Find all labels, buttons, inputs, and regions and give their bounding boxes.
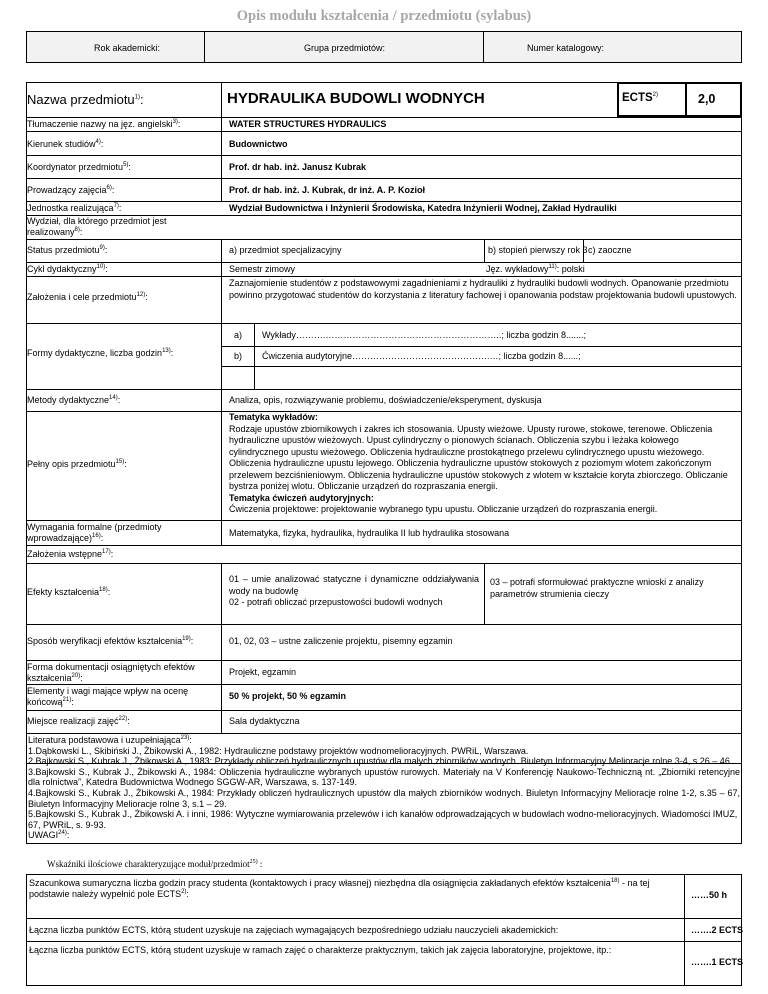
opis-value <box>229 412 739 516</box>
metody-label: Metody dydaktyczne$^{14)}$: <box>27 395 121 405</box>
zalozenia-label: Założenia i cele przedmiotu$^{12)}$: <box>27 292 148 302</box>
literature-box <box>26 733 742 844</box>
elementy-value: 50 % projekt, 50 % egzamin <box>229 691 347 701</box>
prowadzacy-label: Prowadzący zajęcia$^{6)}$: <box>27 185 115 195</box>
course-name-value: HYDRAULIKA BUDOWLI WODNYCH <box>227 90 485 107</box>
miejsce-label: Miejsce realizacji zajęć$^{22)}$: <box>27 716 130 726</box>
efekty-left: 01 – umie analizować statyczne i dynamiczne oddziaływania wody na budowlę 02 - potrafi obliczać przepustowości budowli wodnych <box>229 574 479 607</box>
status-a: a) przedmiot specjalizacyjny <box>229 245 342 255</box>
kierunek-value: Budownictwo <box>229 139 288 149</box>
course-name-label: Nazwa przedmiotu$^{1)}$: <box>27 92 144 107</box>
opis-lecture-heading: Tematyka wykładów: <box>229 412 318 422</box>
opis-exercise-text: Ćwiczenia projektowe: projektowanie wybranego typu upustu. Obliczanie urządzeń do rozpraszania energii. <box>229 504 658 514</box>
literature-item: 4.Bajkowski S., Kubrak J., Żbikowski A., 1984: Przykłady obliczeń hydraulicznych upustów dla małych zbiorników wodnych. Biuletyn Informacyjny Melioracje rolne 1-2, s.35 – 67, Biuletyn Informacyjny Melioracje rolne 3, s.1 – 29. <box>28 787 740 809</box>
opis-lecture-text: Rodzaje upustów zbiornikowych i zakres ich stosowania. Upusty wieżowe. Upusty rurowe, stokowe, terenowe. Obliczenia hydrauliczne upustów wieżowych. Upust cylindryczny o pionowych ścianach. Obliczenia szybu i leżaka kołowego cylindrycznego upustu wieżowego. Obliczenia hydrauliczne prostokątnego przelewu cylindrycznego upustu wieżowego. Obliczenia hydrauliczne upustu lejowego. Obliczenia hydrauliczne upustów stokowych z poziomym wlotem zakończonym przelewem bezciśnieniowym. Obliczenia hydrauliczne upustów stokowych z wlotem w kształcie koryta zbiorczego. Obliczanie bystrza poniżej wlotu. Obliczanie urządzeń do rozpraszania energii. <box>229 423 728 491</box>
formy-a-letter: a) <box>234 330 243 340</box>
formy-a-text: Wykłady……….…………………………………………………..; liczba godzin 8.......; <box>262 330 586 340</box>
indicator-row-hours: Szacunkowa sumaryczna liczba godzin pracy studenta (kontaktowych i pracy własnej) niezbędna dla osiągnięcia zakładanych efektów kształcenia$^{18)}$ - na tej podstawie należy wypełnić pole ECTS$^{2)}$: <box>29 878 650 899</box>
translation-label: Tłumaczenie nazwy na jęz. angielski$^{3)}$: <box>27 119 181 129</box>
status-label: Status przedmiotu$^{9)}$: <box>27 245 108 255</box>
weryfikacja-value: 01, 02, 03 – ustne zaliczenie projektu, pisemny egzamin <box>229 636 453 646</box>
opis-label: Pełny opis przedmiotu$^{15)}$: <box>27 459 127 469</box>
catalog-number-label: Numer katalogowy: <box>527 43 605 53</box>
koordynator-label: Koordynator przedmiotu$^{5)}$: <box>27 162 131 172</box>
metody-value: Analiza, opis, rozwiązywanie problemu, doświadczenie/eksperyment, dyskusja <box>229 395 542 405</box>
indicators-title: Wskaźniki ilościowe charakteryzujące moduł/przedmiot$^{25)}$ : <box>47 859 263 869</box>
indicator-ects-direct-value: …….2 ECTS <box>691 925 744 935</box>
literature-heading: Literatura podstawowa i uzupełniająca$^{23)}$: <box>28 735 192 745</box>
prowadzacy-value: Prof. dr hab. inż. J. Kubrak, dr inż. A. P. Kozioł <box>229 185 426 195</box>
formy-label: Formy dydaktyczne, liczba godzin$^{13)}$: <box>27 348 174 358</box>
efekty-right: 03 – potrafi sformułować praktyczne wnioski z analizy parametrów strumienia cieczy <box>490 577 704 599</box>
literature-item: 3.Bajkowski S., Kubrak J., Żbikowski A., 1984: Obliczenia hydrauliczne wybranych upustów rurowych. Materiały na V Konferencję Naukowo-Techniczną nt. „Zbiorniki retencyjne dla rolnictwa”, Katedra Budownictwa Wodnego SGGW-AR, Warszawa, s. 137-149. <box>28 766 740 788</box>
wymagania-value: Matematyka, fizyka, hydraulika, hydraulika II lub hydraulika stosowana <box>229 528 510 538</box>
literature-item: 5.Bajkowski S., Kubrak J., Żbikowski A. i inni, 1986: Wytyczne wymiarowania przelewów i ich kanałów odprowadzających w budowlach wodno-melioracyjnych. Wiadomości IMUZ, 67, PWRiL, s. 9-93. <box>28 809 738 830</box>
jednostka-label: Jednostka realizująca$^{7)}$: <box>27 203 122 213</box>
wymagania-label: Wymagania formalne (przedmioty wprowadzające)$^{16)}$: <box>27 522 162 543</box>
formy-b-text: Ćwiczenia audytoryjne……………………………………….…; liczba godzin 8......; <box>262 351 581 361</box>
forma-label: Forma dokumentacji osiągniętych efektów kształcenia$^{20)}$: <box>27 662 195 683</box>
elementy-label: Elementy i wagi mające wpływ na ocenę końcową$^{21)}$: <box>27 686 189 707</box>
indicator-row-ects-practical: Łączna liczba punktów ECTS, którą student uzyskuje w ramach zajęć o charakterze praktycznym, takich jak zajęcia laboratoryjne, projektowe, itp.: <box>29 945 612 955</box>
status-c: c) zaoczne <box>588 245 632 255</box>
kierunek-label: Kierunek studiów$^{4)}$: <box>27 139 104 149</box>
formy-b-letter: b) <box>234 351 243 361</box>
literature-item: 2.Bajkowski S., Kubrak J., Żbikowski A., 1983: Przykłady obliczeń hydraulicznych upustów dla małych zbiorników wodnych. Biuletyn Informacyjny Melioracje rolne 3-4, s.26 – 46. <box>28 756 733 767</box>
indicator-ects-practical-value: …….1 ECTS <box>691 957 744 967</box>
translation-value: WATER STRUCTURES HYDRAULICS <box>229 119 387 129</box>
indicator-row-ects-direct: Łączna liczba punktów ECTS, którą student uzyskuje na zajęciach wymagających bezpośredniego udziału nauczycieli akademickich: <box>29 925 559 935</box>
jezyk-label: Jęz. wykładowy$^{11)}$: polski <box>486 264 585 274</box>
cykl-value: Semestr zimowy <box>229 264 296 274</box>
jednostka-value: Wydział Budownictwa i Inżynierii Środowiska, Katedra Inżynierii Wodnej, Zakład Hydrauliki <box>229 203 617 213</box>
wydzial-label: Wydział, dla którego przedmiot jest realizowany$^{8)}$: <box>27 216 167 237</box>
indicator-hours-value: ……50 h <box>691 890 728 900</box>
zalozenia-value: Zaznajomienie studentów z podstawowymi zagadnieniami z hydrauliki z hydrauliki budowli wodnych. Opanowanie przedmiotu powinno przygotować studentów do korzystania z literatury fachowej i opanowania podstaw projektowania budowli upustowych. <box>229 278 737 300</box>
status-b: b) stopień pierwszy rok 3 <box>488 245 588 255</box>
weryfikacja-label: Sposób weryfikacji efektów kształcenia$^{19)}$: <box>27 636 194 646</box>
ects-label: ECTS$^{2)}$ <box>622 92 659 104</box>
wstepne-label: Założenia wstępne$^{17)}$: <box>27 549 114 559</box>
opis-exercise-heading: Tematyka ćwiczeń audytoryjnych: <box>229 492 374 503</box>
efekty-label: Efekty kształcenia$^{18)}$: <box>27 587 111 597</box>
uwagi-label: UWAGI$^{24)}$: <box>28 830 70 841</box>
miejsce-value: Sala dydaktyczna <box>229 716 300 726</box>
academic-year-label: Rok akademicki: <box>94 43 161 53</box>
subject-group-label: Grupa przedmiotów: <box>304 43 386 53</box>
document-header: Opis modułu kształcenia / przedmiotu (sylabus) <box>236 8 532 24</box>
cykl-label: Cykl dydaktyczny$^{10)}$: <box>27 264 108 274</box>
ects-value: 2,0 <box>698 92 716 106</box>
forma-value: Projekt, egzamin <box>229 667 297 677</box>
literature-item: 1.Dąbkowski L., Skibiński J., Żbikowski A., 1982: Hydrauliczne podstawy projektów wodnomelioracyjnych. PWRiL, Warszawa. <box>28 745 529 756</box>
koordynator-value: Prof. dr hab. inż. Janusz Kubrak <box>229 162 367 172</box>
